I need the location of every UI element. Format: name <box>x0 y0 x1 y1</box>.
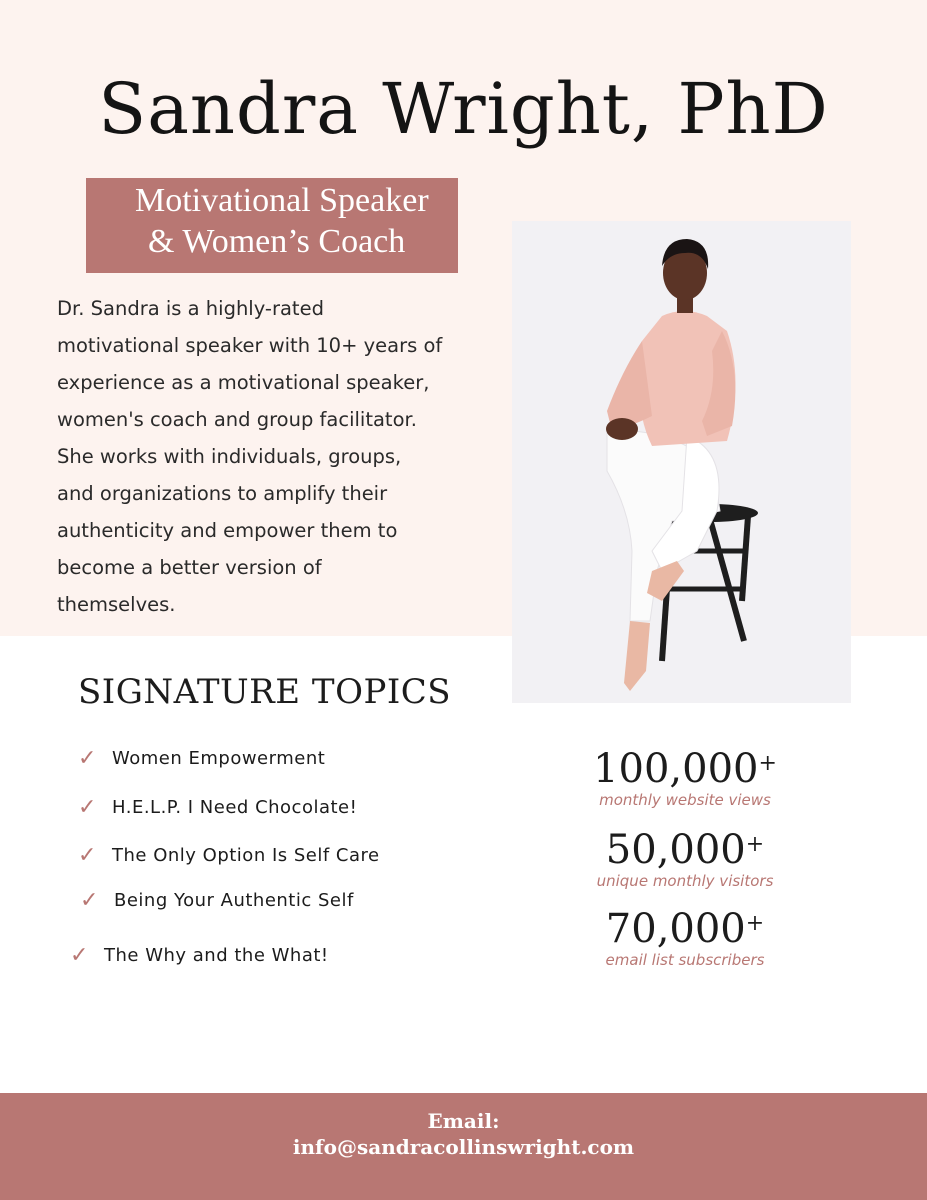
email-label: Email: <box>427 1109 500 1133</box>
stat-caption: email list subscribers <box>605 951 765 969</box>
bio-line: motivational speaker with 10+ years of <box>57 334 443 357</box>
tagline-line-1: Motivational Speaker <box>135 182 429 219</box>
page-title: Sandra Wright, PhD <box>98 68 829 150</box>
bio-line: authenticity and empower them to <box>57 519 398 542</box>
checkmark-icon: ✓ <box>78 795 97 820</box>
footer-contact <box>0 1108 927 1160</box>
topic-label: H.E.L.P. I Need Chocolate! <box>112 797 358 818</box>
topic-label: The Only Option Is Self Care <box>112 845 380 866</box>
bio-line: experience as a motivational speaker, <box>57 371 430 394</box>
stat-website-views <box>560 742 810 809</box>
tagline-line-2: & Women’s Coach <box>148 223 406 260</box>
topic-item <box>78 746 325 771</box>
topic-item <box>78 795 357 820</box>
topics-heading: SIGNATURE TOPICS <box>78 672 452 712</box>
checkmark-icon: ✓ <box>70 943 89 968</box>
checkmark-icon: ✓ <box>78 843 97 868</box>
stat-number: 70,000+ <box>605 906 765 952</box>
stat-email-subscribers <box>560 902 810 969</box>
bio-paragraph <box>57 290 517 623</box>
checkmark-icon: ✓ <box>78 746 97 771</box>
topic-item <box>78 843 380 868</box>
portrait-photo <box>512 221 851 703</box>
stat-number: 50,000+ <box>605 827 765 873</box>
portrait-illustration <box>512 221 851 703</box>
checkmark-icon: ✓ <box>80 888 99 913</box>
email-link[interactable]: info@sandracollinswright.com <box>292 1135 635 1159</box>
bio-line: women's coach and group facilitator. <box>57 408 417 431</box>
topic-label: Being Your Authentic Self <box>114 890 354 911</box>
stat-caption: monthly website views <box>599 791 771 809</box>
stat-caption: unique monthly visitors <box>596 872 774 890</box>
bio-line: and organizations to amplify their <box>57 482 388 505</box>
stat-monthly-visitors <box>560 823 810 890</box>
topic-item <box>70 943 329 968</box>
topic-label: Women Empowerment <box>112 748 326 769</box>
stat-number: 100,000+ <box>593 746 777 792</box>
bio-line: themselves. <box>57 593 176 616</box>
topic-item <box>80 888 354 913</box>
bio-line: Dr. Sandra is a highly-rated <box>57 297 324 320</box>
topic-label: The Why and the What! <box>104 945 329 966</box>
bio-line: become a better version of <box>57 556 322 579</box>
bio-line: She works with individuals, groups, <box>57 445 402 468</box>
